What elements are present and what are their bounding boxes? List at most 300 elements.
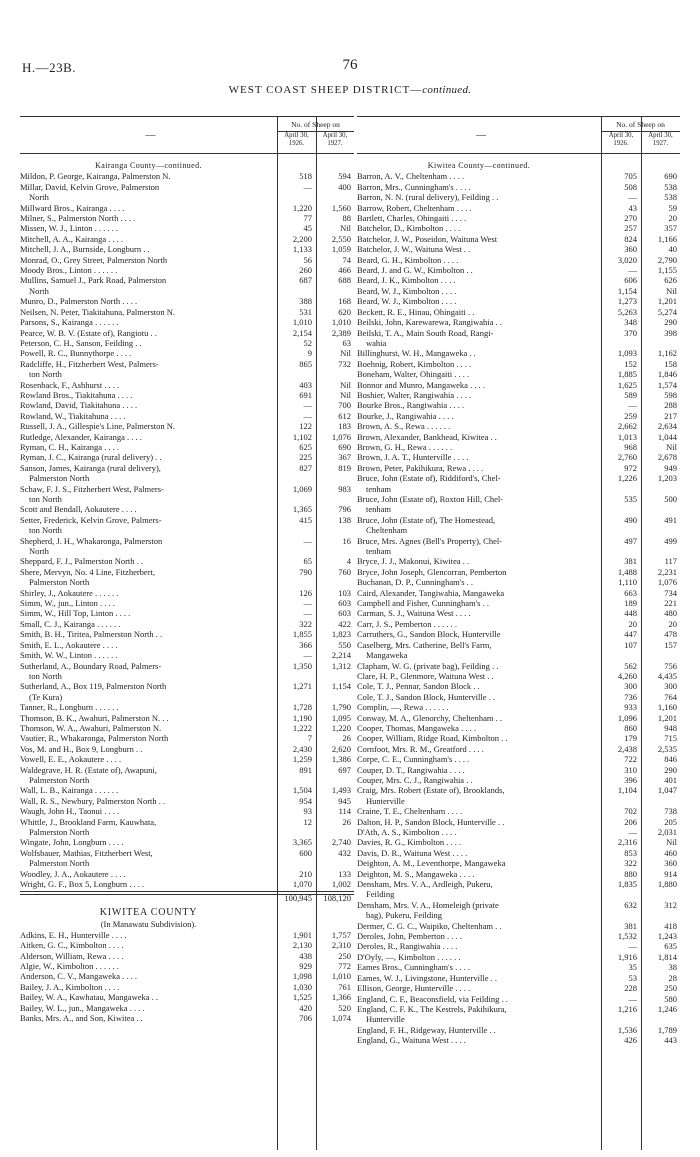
sheep-1926: 589 xyxy=(624,389,637,400)
sheep-1926: 1,885 xyxy=(617,369,637,380)
sheep-1926: 2,760 xyxy=(617,452,637,463)
sheep-1926: 632 xyxy=(624,899,637,910)
table-row xyxy=(357,317,680,327)
owner-name: Smith, E. L., Aokautere . . . . xyxy=(20,639,118,650)
sheep-1927: 760 xyxy=(338,566,351,577)
sheep-1927: 288 xyxy=(664,400,677,411)
table-row xyxy=(357,546,680,556)
owner-name: Rutledge, Alexander, Kairanga . . . . xyxy=(20,431,142,442)
sheep-1926: 257 xyxy=(624,223,637,234)
sheep-1926: 348 xyxy=(624,317,637,328)
owner-name: Beard, J. and G. W., Kimbolton . . xyxy=(357,265,473,276)
sheep-1926: 2,316 xyxy=(617,837,637,848)
owner-name: Pearce, W. B. V. (Estate of), Rangiotu . . xyxy=(20,327,157,338)
sheep-1927: 764 xyxy=(664,691,677,702)
section-heading xyxy=(20,161,354,171)
owner-name: Bruce, John (Estate of), Roxton Hill, Chel- xyxy=(357,494,504,504)
sheep-1927: 1,166 xyxy=(657,233,677,244)
sheep-1927: 88 xyxy=(342,213,351,224)
table-header xyxy=(20,116,354,154)
owner-name: Densham, Mrs. V. A., Homeleigh (private xyxy=(357,899,499,910)
owner-name: Craig, Mrs. Robert (Estate of), Brooklands, xyxy=(357,785,505,796)
total-1926: 100,945 xyxy=(284,893,312,904)
table-row xyxy=(357,1004,680,1014)
table-row xyxy=(357,744,680,754)
table-row xyxy=(357,796,680,806)
sheep-1927: 732 xyxy=(338,358,351,369)
owner-name: Dalton, H. P., Sandon Block, Hunterville . . xyxy=(357,816,505,827)
header-sheep-label: No. of Sheep on xyxy=(277,118,354,132)
table-row xyxy=(20,432,354,442)
table-row xyxy=(20,463,354,473)
table-row xyxy=(357,754,680,764)
table-row xyxy=(357,692,680,702)
sheep-1927: 761 xyxy=(338,981,351,992)
table-row xyxy=(357,910,680,920)
sheep-1926: 126 xyxy=(299,587,312,598)
table-row xyxy=(20,265,354,275)
sheep-1926: 691 xyxy=(299,389,312,400)
sheep-1926: 722 xyxy=(624,754,637,765)
header-dash: — xyxy=(145,130,156,141)
owner-name: Powell, R. C., Bunnythorpe . . . . xyxy=(20,348,132,359)
sheep-1927: 400 xyxy=(338,181,351,192)
sheep-1927: 300 xyxy=(664,681,677,692)
owner-name: Boshier, Walter, Rangiwahia . . . . xyxy=(357,389,472,400)
table-row xyxy=(357,588,680,598)
sheep-1926: 5,263 xyxy=(617,306,637,317)
table-row xyxy=(357,577,680,587)
owner-name: Scott and Bendall, Aokautere . . . . xyxy=(20,504,137,515)
sheep-1927: 491 xyxy=(664,514,677,525)
table-row xyxy=(357,556,680,566)
sheep-1926: 2,662 xyxy=(617,421,637,432)
sheep-1927: 40 xyxy=(668,244,677,255)
table-row xyxy=(20,515,354,525)
owner-name: Barrow, Robert, Cheltenham . . . . xyxy=(357,202,472,213)
table-row xyxy=(20,244,354,254)
sheep-1926: — xyxy=(303,400,312,411)
owner-name: Anderson, C. V., Mangaweka . . . . xyxy=(20,971,138,982)
sheep-1927: 250 xyxy=(664,983,677,994)
table-row xyxy=(20,359,354,369)
table-row xyxy=(20,369,354,379)
sheep-1927: 367 xyxy=(338,452,351,463)
table-row xyxy=(20,817,354,827)
sheep-1926: 518 xyxy=(299,171,312,182)
sheep-1927: 290 xyxy=(664,317,677,328)
table-row xyxy=(20,713,354,723)
table-row xyxy=(357,400,680,410)
table-row xyxy=(20,546,354,556)
sheep-1927: 1,574 xyxy=(657,379,677,390)
sheep-1927: 1,155 xyxy=(657,265,677,276)
owner-name: Barron, N. N. (rural delivery), Feilding . . xyxy=(357,192,499,203)
sheep-1927: 1,246 xyxy=(657,1003,677,1014)
owner-name: Monrad, O., Grey Street, Palmerston North xyxy=(20,254,168,265)
sheep-1926: 403 xyxy=(299,379,312,390)
sheep-1926: 891 xyxy=(299,764,312,775)
owner-name: Bruce, John (Estate of), The Homestead, xyxy=(357,514,496,525)
owner-name: Alderson, William, Rewa . . . . xyxy=(20,950,124,961)
total-row xyxy=(20,891,354,904)
sheep-1926: — xyxy=(628,941,637,952)
table-row xyxy=(357,525,680,535)
page-title: WEST COAST SHEEP DISTRICT—continued. xyxy=(228,84,472,96)
table-row xyxy=(20,608,354,618)
sheep-1927: 1,386 xyxy=(331,754,351,765)
owner-name: England, C. F., Beaconsfield, via Feilding . . xyxy=(357,993,508,1004)
header-sheep-label: No. of Sheep on xyxy=(601,118,680,132)
sheep-1926: 1,098 xyxy=(292,971,312,982)
sheep-1926: 562 xyxy=(624,660,637,671)
sheep-1927: 432 xyxy=(338,847,351,858)
table-row xyxy=(20,982,354,992)
sheep-1927: 1,220 xyxy=(331,722,351,733)
sheep-1926: 1,154 xyxy=(617,285,637,296)
table-row xyxy=(20,619,354,629)
sheep-1926: 1,350 xyxy=(292,660,312,671)
sheep-1926: 7 xyxy=(307,733,312,744)
sheep-1927: 580 xyxy=(664,993,677,1004)
table-row xyxy=(20,286,354,296)
sheep-1927: 1,366 xyxy=(331,992,351,1003)
table-row xyxy=(20,192,354,202)
sheep-1926: 1,226 xyxy=(617,473,637,484)
sheep-1926: 2,130 xyxy=(292,940,312,951)
sheep-1926: 1,365 xyxy=(292,504,312,515)
table-row xyxy=(357,973,680,983)
owner-name: Cheltenham xyxy=(366,525,408,536)
sheep-1927: 734 xyxy=(664,587,677,598)
sheep-1927: 360 xyxy=(664,858,677,869)
table-row xyxy=(357,1035,680,1045)
owner-name: Carr, J. S., Pemberton . . . . . . xyxy=(357,618,457,629)
sheep-1927: 2,214 xyxy=(331,650,351,661)
sheep-1926: 1,273 xyxy=(617,296,637,307)
sheep-1927: 697 xyxy=(338,764,351,775)
table-row xyxy=(357,255,680,265)
owner-name: Banks, Mrs. A., and Son, Kiwitea . . xyxy=(20,1013,143,1024)
owner-name: Rowland, David, Tiakitahuna . . . . xyxy=(20,400,138,411)
sheep-1927: 205 xyxy=(664,816,677,827)
owner-name: Bonnor and Munro, Mangaweka . . . . xyxy=(357,379,485,390)
sheep-1926: 860 xyxy=(624,722,637,733)
table-row xyxy=(20,275,354,285)
sheep-1926: 1,069 xyxy=(292,483,312,494)
sheep-1927: 538 xyxy=(664,192,677,203)
sheep-1926: 370 xyxy=(624,327,637,338)
owner-name: Feilding xyxy=(366,889,395,900)
sheep-1927: 422 xyxy=(338,618,351,629)
sheep-1927: 443 xyxy=(664,1035,677,1046)
table-row xyxy=(357,858,680,868)
owner-name: Shere, Mervyn, No. 4 Line, Fitzherbert, xyxy=(20,566,156,577)
sheep-1926: 388 xyxy=(299,296,312,307)
sheep-1926: 663 xyxy=(624,587,637,598)
table-row xyxy=(357,494,680,504)
sheep-1926: 228 xyxy=(624,983,637,994)
table-row xyxy=(357,265,680,275)
owner-name: Cole, T. J., Pennar, Sandon Block . . xyxy=(357,681,480,692)
owner-name: Caselberg, Mrs. Catherine, Bell's Farm, xyxy=(357,639,492,650)
owner-name: Wingate, John, Longburn . . . . xyxy=(20,837,124,848)
table-row xyxy=(20,671,354,681)
sheep-1926: 706 xyxy=(299,1013,312,1024)
owner-name: Buchanan, D. P., Cunningham's . . xyxy=(357,577,474,588)
sheep-1926: 12 xyxy=(303,816,312,827)
table-row xyxy=(20,473,354,483)
sheep-1926: — xyxy=(628,827,637,837)
table-row xyxy=(357,203,680,213)
sheep-1926: 107 xyxy=(624,639,637,650)
owner-name: North xyxy=(29,285,49,296)
table-row xyxy=(357,733,680,743)
sheep-1927: 603 xyxy=(338,608,351,619)
sheep-1926: 259 xyxy=(624,410,637,421)
owner-name: Caird, Alexander, Tangiwahia, Mangaweka xyxy=(357,587,505,598)
owner-name: Russell, J. A., Gillespie's Line, Palmerston N. xyxy=(20,421,175,432)
sheep-1926: 2,200 xyxy=(292,233,312,244)
owner-name: Craine, T. E., Cheltenham . . . . xyxy=(357,806,463,817)
owner-name: Brown, Peter, Pakihikura, Rewa . . . . xyxy=(357,462,484,473)
sheep-1926: 1,728 xyxy=(292,702,312,713)
owner-name: Mildon, P. George, Kairanga, Palmerston N. xyxy=(20,171,171,182)
sheep-1926: — xyxy=(303,410,312,421)
sheep-1926: 535 xyxy=(624,494,637,504)
table-row xyxy=(357,452,680,462)
owner-name: Sutherland, A., Boundary Road, Palmers- xyxy=(20,660,162,671)
table-row xyxy=(20,421,354,431)
table-row xyxy=(20,348,354,358)
sheep-1926: 1,532 xyxy=(617,931,637,942)
table-row xyxy=(20,858,354,868)
owner-name: Thomson, W. A., Awahuri, Palmerston N. xyxy=(20,722,162,733)
table-row xyxy=(20,567,354,577)
sheep-1927: Nil xyxy=(666,441,677,452)
sheep-1927: 715 xyxy=(664,733,677,744)
owner-name: Smith, W. W., Linton . . . . . . xyxy=(20,650,118,661)
owner-name: Schaw, F. J. S., Fitzherbert West, Palmers- xyxy=(20,483,164,494)
sheep-1927: 4 xyxy=(346,556,351,567)
owner-name: Aitken, G. C., Kimbolton . . . . xyxy=(20,940,124,951)
table-row xyxy=(20,213,354,223)
sheep-1927: 1,814 xyxy=(657,951,677,962)
sheep-1927: 846 xyxy=(664,754,677,765)
sheep-1927: 1,095 xyxy=(331,712,351,723)
sheep-1927: 158 xyxy=(664,358,677,369)
sheep-1927: 1,076 xyxy=(331,431,351,442)
sheep-1927: 20 xyxy=(668,213,677,224)
sheep-1926: 1,110 xyxy=(618,577,637,588)
owner-name: Batchelor, D., Kimbolton . . . . xyxy=(357,223,461,234)
sheep-1927: 20 xyxy=(668,618,677,629)
sheep-1927: 1,243 xyxy=(657,931,677,942)
owner-name: England, F. H., Ridgeway, Hunterville . . xyxy=(357,1024,496,1035)
sheep-1927: 114 xyxy=(338,806,351,817)
table-row xyxy=(357,931,680,941)
sheep-1927: 598 xyxy=(664,389,677,400)
sheep-1926: 968 xyxy=(624,441,637,452)
sheep-1926: — xyxy=(303,608,312,619)
owner-name: Cornfoot, Mrs. R. M., Greatford . . . . xyxy=(357,743,484,754)
sheep-1927: 819 xyxy=(338,462,351,473)
owner-name: D'Oyly, —, Kimbolton . . . . . . xyxy=(357,951,461,962)
owner-name: Vowell, E. E., Aokautere . . . . xyxy=(20,754,122,765)
owner-name: Beilski, John, Karewarewa, Rangiwahia . . xyxy=(357,317,502,328)
sheep-1926: 415 xyxy=(299,514,312,525)
table-row xyxy=(357,681,680,691)
table-row xyxy=(357,702,680,712)
owner-name: ton North xyxy=(29,494,62,504)
sheep-1927: 499 xyxy=(664,535,677,546)
sheep-1926: 687 xyxy=(299,275,312,286)
sheep-1926: 933 xyxy=(624,702,637,713)
owner-name: Palmerston North xyxy=(29,774,90,785)
table-row xyxy=(357,567,680,577)
sheep-1927: 250 xyxy=(338,950,351,961)
owner-name: Sanson, James, Kairanga (rural delivery), xyxy=(20,462,161,473)
sheep-1926: 929 xyxy=(299,961,312,972)
table-row xyxy=(20,182,354,192)
table-row xyxy=(357,411,680,421)
owner-name: Tanner, R., Longburn . . . . . . xyxy=(20,702,119,713)
owner-name: Algie, W., Kimbolton . . . . . . xyxy=(20,961,119,972)
table-row xyxy=(20,1013,354,1023)
sheep-1927: 478 xyxy=(664,629,677,640)
table-row xyxy=(357,223,680,233)
table-row xyxy=(20,940,354,950)
table-row xyxy=(357,275,680,285)
sheep-1926: 447 xyxy=(624,629,637,640)
table-row xyxy=(20,234,354,244)
owner-name: Adkins, E. H., Hunterville . . . . xyxy=(20,929,127,940)
table-row xyxy=(20,577,354,587)
sheep-1927: 2,740 xyxy=(331,837,351,848)
owner-name: Millar, David, Kelvin Grove, Palmerston xyxy=(20,181,160,192)
sheep-1926: 2,154 xyxy=(292,327,312,338)
sheep-1926: 9 xyxy=(307,348,312,359)
owner-name: Small, C. J., Kairanga . . . . . . xyxy=(20,618,121,629)
table-row xyxy=(357,608,680,618)
owner-name: Neilsen, N. Peter, Tiakitahuna, Palmerston N. xyxy=(20,306,176,317)
owner-name: Sutherland, A., Box 119, Palmerston North xyxy=(20,681,167,692)
sheep-1927: 1,560 xyxy=(331,202,351,213)
table-row xyxy=(357,661,680,671)
table-row xyxy=(20,317,354,327)
sheep-1926: 381 xyxy=(624,920,637,931)
table-row xyxy=(357,369,680,379)
table-row xyxy=(20,806,354,816)
owner-name: Deighton, A. M., Leventhorpe, Mangaweka xyxy=(357,858,506,869)
sheep-1926: 438 xyxy=(299,950,312,961)
sheep-1927: 626 xyxy=(664,275,677,286)
owner-name: Billinghurst, W. H., Mangaweka . . xyxy=(357,348,476,359)
table-row xyxy=(357,171,680,181)
sheep-1927: 418 xyxy=(664,920,677,931)
header-1926: April 30, 1926. xyxy=(608,132,634,147)
table-row xyxy=(20,390,354,400)
sheep-1926: 1,096 xyxy=(617,712,637,723)
table-row xyxy=(20,827,354,837)
owner-name: Campbell and Fisher, Cunningham's . . xyxy=(357,598,489,609)
sheep-1927: 63 xyxy=(342,337,351,348)
table-row xyxy=(357,515,680,525)
owner-name: tenham xyxy=(366,504,392,515)
sheep-1927: 2,535 xyxy=(657,743,677,754)
table-row xyxy=(357,421,680,431)
owner-name: Bailey, J. A., Kimbolton . . . . xyxy=(20,981,120,992)
sheep-1926: 1,216 xyxy=(617,1003,637,1014)
sheep-1926: 1,916 xyxy=(617,951,637,962)
owner-name: Hunterville xyxy=(366,795,405,806)
sheep-1927: 1,047 xyxy=(657,785,677,796)
table-row xyxy=(357,286,680,296)
table-row xyxy=(357,598,680,608)
owner-name: Bourke Bros., Rangiwahia . . . . xyxy=(357,400,465,411)
sheep-1926: 1,070 xyxy=(292,879,312,890)
sheep-1927: 168 xyxy=(338,296,351,307)
table-row xyxy=(20,296,354,306)
owner-name: Mitchell, J. A., Burnside, Longburn . . xyxy=(20,244,150,255)
sheep-1926: 508 xyxy=(624,181,637,192)
owner-name: Mitchell, A. A., Kairanga . . . . xyxy=(20,233,124,244)
table-row xyxy=(20,380,354,390)
owner-name: Moody Bros., Linton . . . . . . xyxy=(20,265,118,276)
owner-name: Boehnig, Robert, Kimbolton . . . . xyxy=(357,358,472,369)
table-row xyxy=(20,307,354,317)
sheep-1927: 221 xyxy=(664,598,677,609)
left-column-table xyxy=(20,116,354,1150)
sheep-1926: 322 xyxy=(299,618,312,629)
owner-name: Mangaweka xyxy=(366,650,408,661)
sheep-1926: 1,093 xyxy=(617,348,637,359)
owner-name: Missen, W. J., Linton . . . . . . xyxy=(20,223,118,234)
sheep-1926: 448 xyxy=(624,608,637,619)
table-row xyxy=(357,640,680,650)
sheep-1927: 466 xyxy=(338,265,351,276)
owner-name: Bailey, W. L., jun., Mangaweka . . . . xyxy=(20,1002,145,1013)
sheep-1926: 954 xyxy=(299,795,312,806)
owner-name: Beard, W. J., Kimbolton . . . . xyxy=(357,285,457,296)
sheep-1927: 1,044 xyxy=(657,431,677,442)
owner-name: Batchelor, J. W., Poseidon, Waituna West xyxy=(357,233,498,244)
sheep-1926: 206 xyxy=(624,816,637,827)
owner-name: Beard, W. J., Kimbolton . . . . xyxy=(357,296,457,307)
owner-name: Bourke, J., Rangiwahia . . . . xyxy=(357,410,454,421)
sheep-1927: 2,620 xyxy=(331,743,351,754)
sheep-1926: 1,488 xyxy=(617,566,637,577)
owner-name: Millward Bros., Kairanga . . . . xyxy=(20,202,125,213)
sheep-1927: 74 xyxy=(342,254,351,265)
owner-name: Rowland, W., Tiakitahuna . . . . xyxy=(20,410,126,421)
sheep-1927: 1,201 xyxy=(657,712,677,723)
sheep-1927: 1,880 xyxy=(657,879,677,890)
owner-name: Cooper, Thomas, Mangaweka . . . . xyxy=(357,722,476,733)
owner-name: Eames Bros., Cunningham's . . . . xyxy=(357,962,470,973)
owner-name: tenham xyxy=(366,546,392,557)
owner-name: Cooper, William, Ridge Road, Kimbolton . . xyxy=(357,733,508,744)
sheep-1926: 1,222 xyxy=(292,722,312,733)
header-1927: April 30, 1927. xyxy=(648,132,673,147)
owner-name: Radcliffe, H., Fitzherbert West, Palmers- xyxy=(20,358,159,369)
sheep-1926: 3,365 xyxy=(292,837,312,848)
sheep-1926: — xyxy=(303,650,312,661)
sheep-1926: 1,525 xyxy=(292,992,312,1003)
table-row xyxy=(357,806,680,816)
owner-name: Peterson, C. H., Sanson, Feilding . . xyxy=(20,337,142,348)
owner-name: Palmerston North xyxy=(29,577,90,588)
